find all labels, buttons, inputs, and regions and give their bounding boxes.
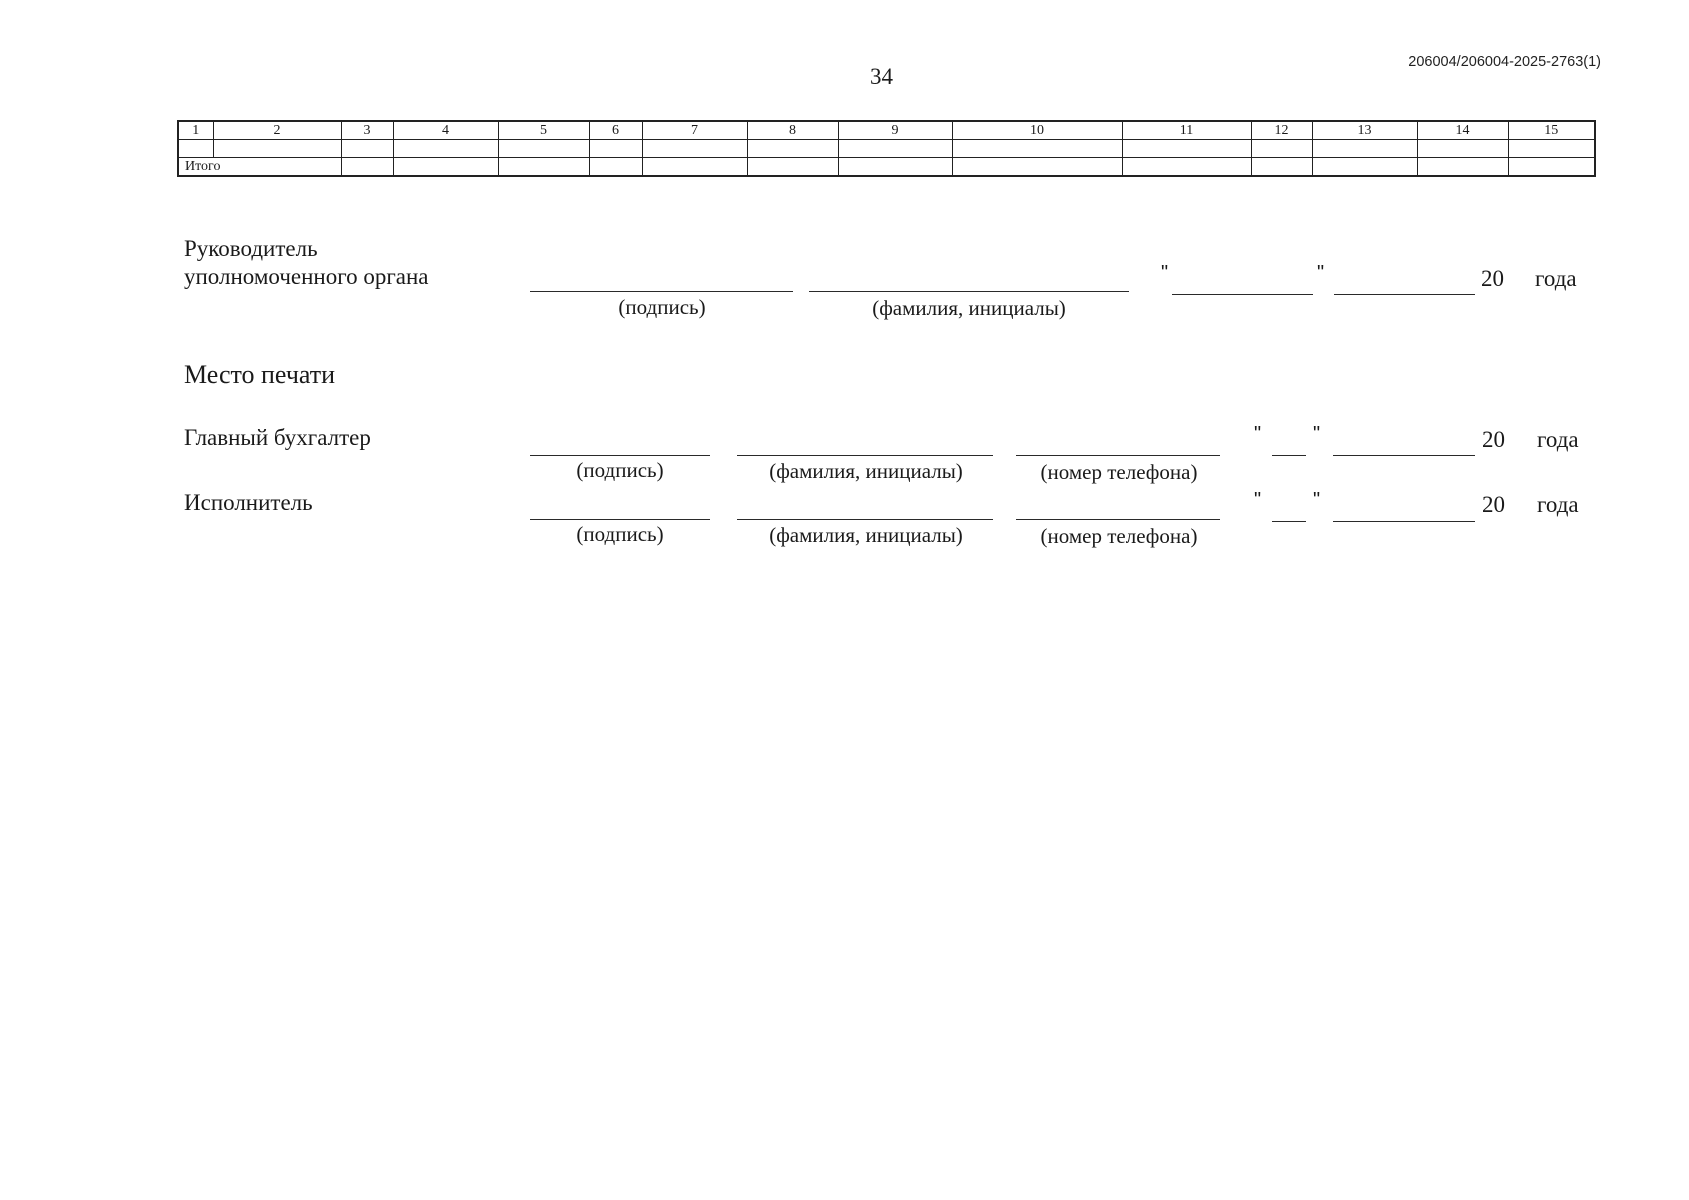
head-year-prefix: 20 <box>1481 266 1504 291</box>
column-number: 12 <box>1251 121 1312 140</box>
executor-year-prefix: 20 <box>1482 492 1505 517</box>
executor-phone-line[interactable] <box>1016 519 1220 520</box>
executor-quote-open: " <box>1254 489 1262 511</box>
table-cell <box>747 140 838 158</box>
column-number: 7 <box>642 121 747 140</box>
head-date-quote-open: " <box>1161 262 1169 284</box>
table-cell <box>1417 158 1508 177</box>
table-total-row <box>178 158 1595 177</box>
summary-table <box>177 120 1596 177</box>
chief-accountant-name-caption: (фамилия, инициалы) <box>769 459 963 483</box>
column-number: 9 <box>838 121 952 140</box>
chief-accountant-quote-open: " <box>1254 423 1262 445</box>
column-number: 13 <box>1312 121 1417 140</box>
executor-quote-close: " <box>1313 489 1321 511</box>
executor-signature-caption: (подпись) <box>576 522 664 546</box>
head-name-caption: (фамилия, инициалы) <box>872 296 1066 320</box>
chief-accountant-label: Главный бухгалтер <box>184 425 371 450</box>
executor-label: Исполнитель <box>184 490 313 515</box>
table-cell <box>838 140 952 158</box>
chief-accountant-phone-caption: (номер телефона) <box>1040 460 1198 484</box>
table-cell <box>393 140 498 158</box>
chief-accountant-year-prefix: 20 <box>1482 427 1505 452</box>
table-cell <box>1508 140 1595 158</box>
head-label-line2: уполномоченного органа <box>184 264 429 289</box>
table-cell <box>1122 158 1251 177</box>
executor-signature-line[interactable] <box>530 519 710 520</box>
chief-accountant-signature-line[interactable] <box>530 455 710 456</box>
column-number: 4 <box>393 121 498 140</box>
table-cell <box>589 140 642 158</box>
head-day-line[interactable] <box>1172 294 1313 295</box>
column-number: 6 <box>589 121 642 140</box>
table-cell <box>1508 158 1595 177</box>
document-id: 206004/206004-2025-2763(1) <box>1408 54 1601 70</box>
table-empty-row <box>178 140 1595 158</box>
table-cell <box>498 140 589 158</box>
executor-year-suffix: года <box>1537 492 1579 517</box>
table-cell <box>393 158 498 177</box>
total-label: Итого <box>178 158 341 177</box>
table-cell <box>1312 140 1417 158</box>
column-number: 10 <box>952 121 1122 140</box>
chief-accountant-signature-caption: (подпись) <box>576 458 664 482</box>
column-number: 11 <box>1122 121 1251 140</box>
stamp-place-label: Место печати <box>184 360 336 389</box>
column-number: 3 <box>341 121 393 140</box>
table-cell <box>1312 158 1417 177</box>
chief-accountant-day-line[interactable] <box>1272 455 1306 456</box>
chief-accountant-month-line[interactable] <box>1333 455 1475 456</box>
column-number: 14 <box>1417 121 1508 140</box>
chief-accountant-quote-close: " <box>1313 423 1321 445</box>
head-month-line[interactable] <box>1334 294 1475 295</box>
column-number: 8 <box>747 121 838 140</box>
executor-name-line[interactable] <box>737 519 993 520</box>
table-cell <box>1251 158 1312 177</box>
table-cell <box>838 158 952 177</box>
table-cell <box>341 158 393 177</box>
table-cell <box>341 140 393 158</box>
table-cell <box>642 140 747 158</box>
chief-accountant-phone-line[interactable] <box>1016 455 1220 456</box>
table-cell <box>1417 140 1508 158</box>
table-cell <box>952 140 1122 158</box>
table-cell <box>642 158 747 177</box>
column-number: 15 <box>1508 121 1595 140</box>
table-cell <box>747 158 838 177</box>
head-year-suffix: года <box>1535 266 1577 291</box>
head-name-line[interactable] <box>809 291 1129 292</box>
column-number: 1 <box>178 121 213 140</box>
executor-day-line[interactable] <box>1272 521 1306 522</box>
table-cell <box>1122 140 1251 158</box>
head-signature-line[interactable] <box>530 291 793 292</box>
page-number: 34 <box>870 64 893 89</box>
table-header-row <box>178 121 1595 140</box>
chief-accountant-name-line[interactable] <box>737 455 993 456</box>
head-date-quote-close: " <box>1317 262 1325 284</box>
chief-accountant-year-suffix: года <box>1537 427 1579 452</box>
table-cell <box>1251 140 1312 158</box>
table-cell <box>213 140 341 158</box>
table-cell <box>952 158 1122 177</box>
executor-name-caption: (фамилия, инициалы) <box>769 523 963 547</box>
executor-month-line[interactable] <box>1333 521 1475 522</box>
executor-phone-caption: (номер телефона) <box>1040 524 1198 548</box>
column-number: 2 <box>213 121 341 140</box>
table-cell <box>178 140 213 158</box>
table-cell <box>498 158 589 177</box>
head-label-line1: Руководитель <box>184 236 318 261</box>
head-signature-caption: (подпись) <box>618 295 706 319</box>
column-number: 5 <box>498 121 589 140</box>
table-cell <box>589 158 642 177</box>
